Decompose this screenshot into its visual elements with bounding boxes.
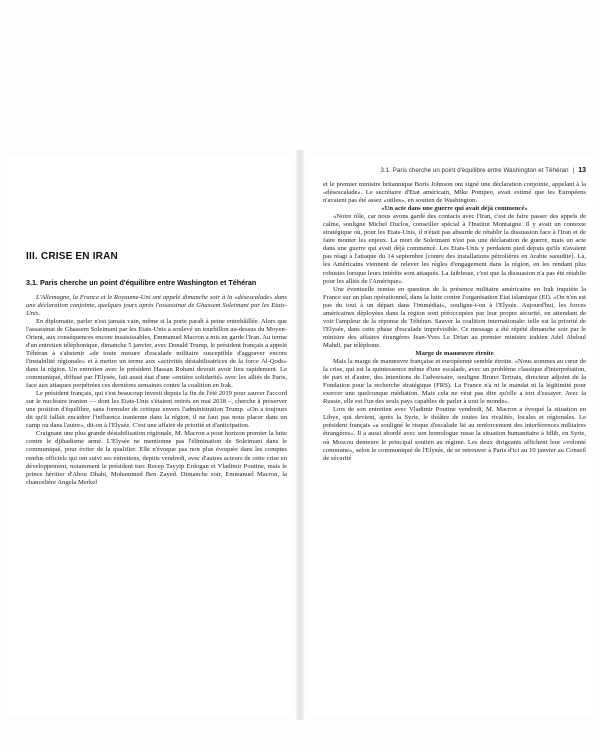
running-head: 3.1. Paris cherche un point d'équilibre entre Washington et Téhéran | 13 — [380, 167, 586, 174]
lead-paragraph: L'Allemagne, la France et le Royaume-Uni ont appelé dimanche soir à la «désescalade» dans une déclaration conjointe, quelques jours après l'assassinat de Ghassem Soleimani par les Etats-Unis. — [26, 293, 287, 317]
chapter-title: III. CRISE EN IRAN — [26, 251, 118, 262]
body-paragraph: Craignant une plus grande déstabilisation régionale, M. Macron a pour horizon premier la lutte contre le djihadisme armé. L'Elysée ne mentionne pas l'élimination de Soleimani dans le communiqué, pour éviter de la qualifier. Elle n'évoque pas non plus évoquée dans les comptes rendus officiels qui ont suivi ses entretiens, depuis vendredi, avec d'autres acteurs de cette crise en développement, notamment le président turc Recep Tayyip Erdogan et Vladimir Poutine, mais le prince héritier d'Abou Dhabi, Mohammed Ben Zayed. Dimanche soir, Emmanuel Macron, la chancelière Angela Merkel — [26, 430, 287, 486]
section-title: Paris cherche un point d'équilibre entre Washington et Téhéran — [40, 278, 257, 287]
left-page-text — [26, 267, 287, 487]
left-page — [8, 155, 293, 715]
body-paragraph: Le président français, qui s'est beaucoup investi depuis la fin de l'été 2019 pour sauver l'accord sur le nucléaire iranien — dont les Etats-Unis s'étaient retirés en mai 2018 –, cherche à préserver une position d'équilibre, sans formuler de critique envers l'administration Trump. «On a toujours dit qu'il fallait encadrer l'influence iranienne dans la région, il ne faut pas nous placer dans un camp ou dans l'autre», dit-on à l'Elysée. C'est une affaire de priorité et d'anticipation. — [26, 390, 287, 430]
page-number: 13 — [578, 167, 586, 174]
right-page — [307, 155, 592, 715]
body-paragraph: «Notre rôle, car nous avons gardé des contacts avec l'Iran, c'est de faire passer des appels de calme, souligne Michel Duclos, conseiller spécial à l'Institut Montaigne. Il y avait un contexte stratégique où, pour les Etats-Unis, il n'était pas absurde de rétablir la dissuasion face à l'Iran et de faire monter les enjeux. La mort de Soleimani n'est pas une déclaration de guerre, mais un acte dans une guerre qui avait déjà commencé. Les Etats-Unis y perdaient pied depuis qu'ils n'avaient pas réagi à l'attaque du 14 septembre [contre des installations pétrolières en Arabie saoudite]. Là, les Américains viennent de relever les règles d'engagement dans la région, en les rendant plus robustes lorsque leurs intérêts sont attaqués. La faiblesse, c'est que la dissuasion n'a pas été rétablie pour les alliés de l'Amérique». — [323, 213, 586, 285]
subheading: Marge de manœuvre étroite — [415, 349, 494, 357]
body-paragraph: et le premier ministre britannique Boris Johnson ont signé une déclaration conjointe, appelant à la «désescalade». Le secrétaire d'Etat américain, Mike Pompeo, avait estimé que les Européens n'avaient pas été assez «utiles», en soutien de Washington. — [323, 181, 586, 205]
body-paragraph: Lors de son entretien avec Vladimir Poutine vendredi, M. Macron a évoqué la situation en Libye, qui devient, après la Syrie, le théâtre de toutes les rivalités, locales et régionales. Le président français «a souligné le risque d'escalade lié au renforcement des interférences militaires étrangères». Il a aussi abordé avec son homologue russe la situation humanitaire à Idlib, en Syrie, où Moscou demeure le principal soutien au régime. Les deux dirigeants affichent leur «volonté commune», selon le communiqué de l'Elysée, de se retrouver à Paris d'ici au 10 janvier au Conseil de sécurité — [323, 406, 586, 462]
body-paragraph: En diplomatie, parler n'est jamais vain, même si la porte paraît à peine entrebâillée. Alors que l'assassinat de Ghassem Soleimani par les Etats-Unis a soulevé un tourbillon au-dessus du Moyen-Orient, aux conséquences encore insaisissables, Emmanuel Macron a mis en garde l'Iran. Au terme d'un entretien téléphonique, dimanche 5 janvier, avec Donald Trump, le président français a appelé Téhéran à s'abstenir «de toute mesure d'escalade militaire susceptible d'aggraver encore l'instabilité régionale» et à mettre un terme aux «activités déstabilisatrices de la force Al-Qods» dans la région. Un entretien avec le président Hassan Rohani devrait avoir lieu rapidement. Le communiqué, diffusé par l'Elysée, fait aussi état d'une «entière solidarité» avec les alliés de Paris, face aux attaques perpétrées ces dernières semaines contre la coalition en Irak. — [26, 317, 287, 390]
right-page-text — [323, 181, 586, 463]
body-paragraph: Une éventuelle remise en question de la présence militaire américaine en Irak inquiète la France sur un plan opérationnel, dans la lutte contre l'organisation Etat islamique (EI). «On n'en est pas du tout à un départ dans l'immédiat», souligne-t-on à l'Elysée. Aujourd'hui, les forces américaines déployées dans la région sont préoccupées par leur propre sécurité, en attendant de voir l'ampleur de la réponse de Téhéran. Sauver la coalition internationale: telle est la priorité de l'Elysée, dans cette phase d'escalade imprévisible. Ce message a été répété dimanche soir par le ministre des affaires étrangères Jean-Yves Le Drian au premier ministre irakien Adel Abdoul Mahdi, par téléphone. — [323, 285, 586, 349]
section-number: 3.1. — [26, 278, 38, 287]
subheading: «Un acte dans une guerre qui avait déjà commencé» — [381, 205, 528, 213]
body-paragraph: Mais la marge de manœuvre française et européenne semble étroite. «Nous sommes au cœur de la crise, qui est la quintessence même d'une escalade, avec un problème classique d'interprétation, de part et d'autre, des intentions de l'adversaire, souligne Bruno Tertrais, directeur adjoint de la Fondation pour la recherche stratégique (FRS). La France n'a ni le mandat ni la légitimité pour exercer une quelconque médiation. Mais cela ne veut pas dire qu'elle a tort d'essayer. Avec la Russie, elle est l'un des seuls pays capables de parler à tout le monde». — [323, 358, 586, 406]
book-gutter — [296, 150, 304, 720]
section-heading — [26, 279, 287, 288]
running-head-title: 3.1. Paris cherche un point d'équilibre entre Washington et Téhéran — [380, 167, 569, 174]
